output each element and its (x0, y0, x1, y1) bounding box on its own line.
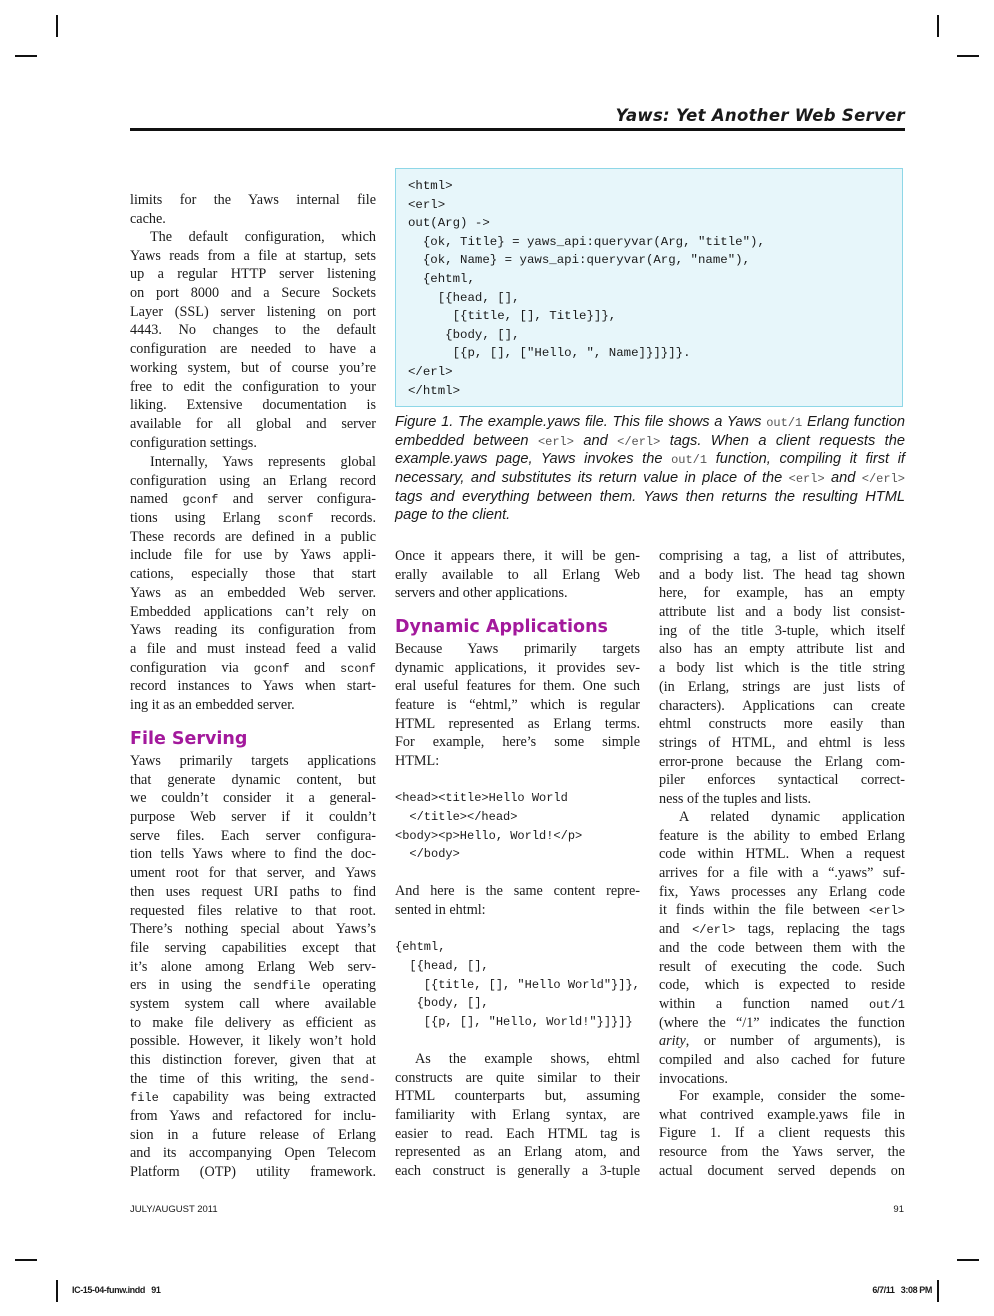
text-line: (where the “/1” indicates the function (659, 1014, 905, 1031)
text-line: Layer (SSL) server listening on port (130, 303, 376, 320)
code-line: {ok, Name} = yaws_api:queryvar(Arg, "name"), (408, 253, 751, 268)
text-line: constructs are quite similar to their (395, 1069, 640, 1086)
inline-code: out/1 (766, 416, 803, 430)
text-line: cache. (130, 210, 166, 227)
text-line: system system call where available (130, 995, 376, 1012)
text-line: sion in a future release of Erlang (130, 1126, 376, 1143)
page-number: 91 (893, 1204, 904, 1215)
text-line: within a function named out/1 (659, 995, 905, 1012)
text-line: Yaws as an embedded Web server. (130, 584, 376, 601)
text-line: Embedded applications can’t rely on (130, 603, 376, 620)
text-line: from Yaws and refactored for inclu- (130, 1108, 376, 1125)
text-line: it finds within the file between <erl> (659, 902, 905, 919)
code-line: <erl> (408, 197, 446, 212)
text-line: configuration settings. (130, 434, 257, 451)
text-line: represented as an Erlang atom, and (395, 1144, 640, 1161)
text-line: a body list which is the title string (659, 660, 905, 677)
crop-mark (56, 1280, 58, 1302)
figure-caption (395, 413, 905, 525)
slug-file: IC-15-04-funw.indd 91 (72, 1285, 161, 1295)
inline-code: sendfile (252, 979, 311, 994)
text-line: up a regular HTTP server listening (130, 266, 376, 283)
text-line: also has an empty attribute list and (659, 641, 905, 658)
text-line: arity, or number of arguments), is (659, 1033, 905, 1050)
text-line: dynamic applications, it provides sev- (395, 659, 640, 676)
crop-mark (957, 1259, 979, 1261)
text-line: and the code between them with the (659, 939, 905, 956)
text-line: ing of the title 3-tuple, which itself (659, 622, 905, 639)
text-line: Internally, Yaws represents global (150, 454, 376, 470)
code-line: {ehtml, (395, 940, 446, 954)
text-line: feature is “ehtml,” which is regular (395, 697, 640, 714)
text-line: code, which is expected to reside (659, 977, 905, 994)
text-line: example.yaws page, Yaws invokes the out/1 function, compiling it first if (395, 451, 905, 468)
text-line: file capability was being extracted (130, 1089, 376, 1106)
inline-code: file (130, 1091, 159, 1106)
text-line: actual document served depends on (659, 1162, 905, 1179)
paragraph (130, 453, 376, 715)
inline-code: <erl> (788, 472, 825, 487)
text-line: HTML represented as Erlang terms. (395, 715, 640, 732)
text-line: limits for the Yaws internal file (130, 192, 376, 208)
paragraph (659, 547, 905, 809)
code-line: </erl> (408, 365, 453, 379)
text-line: invocations. (659, 1070, 728, 1087)
crop-mark (937, 1280, 939, 1302)
text-line: Yaws reading its configuration from (130, 622, 376, 639)
text-line: erally available to all Erlang Web (395, 566, 640, 583)
paragraph (395, 547, 640, 603)
text-line: named gconf and server configura- (130, 491, 376, 508)
text-line: tags and everything between them. Yaws then returns the resulting HTML (395, 488, 905, 505)
text-line: And here is the same content repre- (395, 883, 640, 899)
code-line: <head><title>Hello World (395, 791, 568, 805)
code-example-ehtml (395, 938, 640, 1032)
paragraph (130, 191, 376, 228)
text-line: HTML: (395, 753, 440, 770)
text-line: on port 8000 and a Secure Sockets (130, 285, 376, 302)
header-rule (130, 128, 905, 131)
running-title: Yaws: Yet Another Web Server (615, 106, 905, 125)
crop-mark (56, 15, 58, 37)
text-line: result of executing the code. Such (659, 958, 905, 975)
text-line: necessary, and substitutes its return value in place of the <erl> and </erl> (395, 470, 905, 487)
text-line: and </erl> tags, replacing the tags (659, 921, 905, 938)
text-line: The default configuration, which (150, 229, 376, 245)
code-line: </html> (408, 383, 461, 398)
text-line: embedded between <erl> and </erl> tags. When a client requests the (395, 432, 905, 449)
text-line: For example, consider the some- (679, 1088, 905, 1104)
text-line: characters). Applications can create (659, 697, 905, 714)
code-line: {ehtml, (408, 272, 475, 286)
emphasis: arity (659, 1033, 686, 1050)
text-line: Platform (OTP) utility framework. (130, 1164, 376, 1181)
text-line: Yaws reads from a file at startup, sets (130, 247, 376, 264)
text-line: each construct is generally a 3-tuple (395, 1163, 640, 1180)
inline-code: sconf (339, 661, 376, 676)
text-line: compiled and also cached for future (659, 1051, 905, 1068)
crop-mark (957, 55, 979, 57)
text-line: file serving capabilities except that (130, 939, 376, 956)
text-line: tion tells Yaws where to find the doc- (130, 846, 376, 863)
text-line: purpose Web server if it couldn’t (130, 809, 376, 826)
code-line: [{head, [], (408, 290, 520, 305)
text-line: Because Yaws primarily targets (395, 641, 640, 657)
text-line: liking. Extensive documentation is (130, 397, 376, 414)
text-line: working system, but of course you’re (130, 359, 376, 376)
text-line: resource from the Yaws server, the (659, 1144, 905, 1161)
text-line: and a body list. The head tag shown (659, 566, 905, 583)
inline-code: <erl> (868, 904, 905, 919)
text-line: ument root for that server, and Yaws (130, 865, 376, 882)
text-line: For example, here’s some simple (395, 734, 640, 751)
text-line: to make file delivery as efficient as (130, 1014, 376, 1031)
text-line: These records are defined in a public (130, 528, 376, 545)
text-line: HTML counterparts but, assuming (395, 1088, 640, 1105)
text-line: what contrived example.yaws file in (659, 1106, 905, 1123)
text-line: ers in using the sendfile operating (130, 977, 377, 994)
text-line: ness of the tuples and lists. (659, 790, 812, 807)
crop-mark (15, 1259, 37, 1261)
issue-date: JULY/AUGUST 2011 (130, 1204, 218, 1215)
text-line: possible. However, it likely won’t hold (130, 1033, 376, 1050)
text-line: feature is the ability to embed Erlang (659, 827, 905, 844)
code-line: <html> (408, 179, 453, 193)
crop-mark (937, 15, 939, 37)
code-example-html (395, 789, 582, 864)
text-line: familiarity with Erlang syntax, are (395, 1107, 640, 1124)
paragraph (130, 228, 376, 452)
inline-code: out/1 (868, 997, 905, 1012)
text-line: requested files relative to that root. (130, 902, 376, 919)
text-line: tions using Erlang sconf records. (130, 510, 376, 527)
paragraph (395, 640, 640, 771)
text-line: attribute list and a body list consist- (659, 604, 905, 621)
text-line: ehtml constructs more easily than (659, 716, 905, 733)
text-line: ing it as an embedded server. (130, 696, 295, 713)
code-line: <body><p>Hello, World!</p> (395, 828, 583, 843)
text-line: fix, Yaws processes any Erlang code (659, 883, 905, 900)
paragraph (659, 1087, 905, 1180)
text-line: configuration using an Erlang record (130, 472, 376, 489)
text-line: piler enforces syntactical correct- (659, 772, 905, 789)
code-line: [{p, [], "Hello, World!"}]}]} (395, 1015, 633, 1030)
text-line: servers and other applications. (395, 585, 568, 602)
section-heading-dynamic-applications: Dynamic Applications (395, 617, 608, 637)
text-line: free to edit the configuration to your (130, 378, 376, 395)
code-line: </body> (395, 847, 460, 862)
text-line: strings of HTML, and ehtml is less (659, 734, 905, 751)
paragraph (659, 808, 905, 1088)
inline-code: gconf (182, 493, 219, 508)
text-line: we couldn’t consider it a general- (130, 790, 376, 807)
inline-code: send- (339, 1072, 376, 1087)
slug-date: 6/7/11 3:08 PM (872, 1285, 932, 1295)
text-line: sented in ehtml: (395, 901, 486, 918)
text-line: this distinction forever, given that at (130, 1052, 376, 1068)
inline-code: </erl> (617, 434, 661, 449)
text-line: 4443. No changes to the default (130, 322, 376, 339)
inline-code: sconf (277, 512, 314, 527)
text-line: configuration are needed to have a (130, 341, 376, 358)
figure-code-box (395, 168, 903, 407)
inline-code: </erl> (692, 923, 736, 938)
text-line: Once it appears there, it will be gen- (395, 548, 640, 564)
text-line: eral useful features for them. One such (395, 678, 640, 695)
text-line: it’s alone among Erlang Web serv- (130, 958, 376, 975)
text-line: As the example shows, ehtml (415, 1051, 640, 1067)
text-line: record instances to Yaws when start- (130, 678, 376, 695)
code-line: out(Arg) -> (408, 216, 490, 231)
code-line: </title></head> (395, 809, 518, 824)
paragraph (395, 1050, 640, 1181)
text-line: error-prone because the Erlang com- (659, 753, 905, 770)
text-line: the time of this writing, the send- (130, 1070, 376, 1087)
text-line: (in Erlang, strings are just lists of (659, 678, 905, 695)
inline-code: <erl> (537, 434, 574, 449)
code-line: {body, [], (395, 996, 489, 1011)
text-line: There’s nothing special about Yaws’s (130, 921, 376, 938)
code-line: [{title, [], "Hello World"}]}, (395, 977, 640, 992)
text-line: page to the client. (395, 507, 511, 524)
section-heading-file-serving: File Serving (130, 729, 248, 749)
text-line: Figure 1. If a client requests this (659, 1125, 905, 1142)
text-line: available for all global and server (130, 415, 376, 432)
code-line: [{head, [], (395, 958, 489, 973)
text-line: code within HTML. When a request (659, 846, 905, 863)
text-line: serve files. Each server configura- (130, 827, 376, 844)
code-line: {body, [], (408, 327, 520, 342)
text-line: Yaws primarily targets applications (130, 753, 376, 769)
text-line: configuration via gconf and sconf (130, 659, 376, 676)
text-line: Figure 1. The example.yaws file. This file shows a Yaws out/1 Erlang function (395, 414, 905, 430)
text-line: a file and must instead feed a valid (130, 640, 376, 657)
inline-code: gconf (253, 661, 290, 676)
text-line: include file for use by Yaws appli- (130, 547, 376, 564)
paragraph (130, 752, 376, 1182)
text-line: cations, especially those that start (130, 566, 376, 583)
inline-code: out/1 (671, 453, 708, 468)
text-line: that generate dynamic content, but (130, 771, 376, 788)
text-line: arrives for a file with a “.yaws” suf- (659, 865, 905, 882)
text-line: A related dynamic application (679, 809, 905, 825)
text-line: easier to read. Each HTML tag is (395, 1125, 640, 1142)
text-line: comprising a tag, a list of attributes, (659, 548, 905, 564)
text-line: and its accompanying Open Telecom (130, 1145, 376, 1162)
crop-mark (15, 55, 37, 57)
text-line: then uses request URI paths to find (130, 883, 376, 900)
paragraph (395, 882, 640, 919)
code-line: [{p, [], ["Hello, ", Name]}]}]}. (408, 346, 691, 361)
code-line: {ok, Title} = yaws_api:queryvar(Arg, "title"), (408, 234, 765, 249)
text-line: here, for example, has an empty (659, 585, 905, 602)
inline-code: </erl> (861, 472, 905, 487)
code-line: [{title, [], Title}]}, (408, 309, 617, 324)
